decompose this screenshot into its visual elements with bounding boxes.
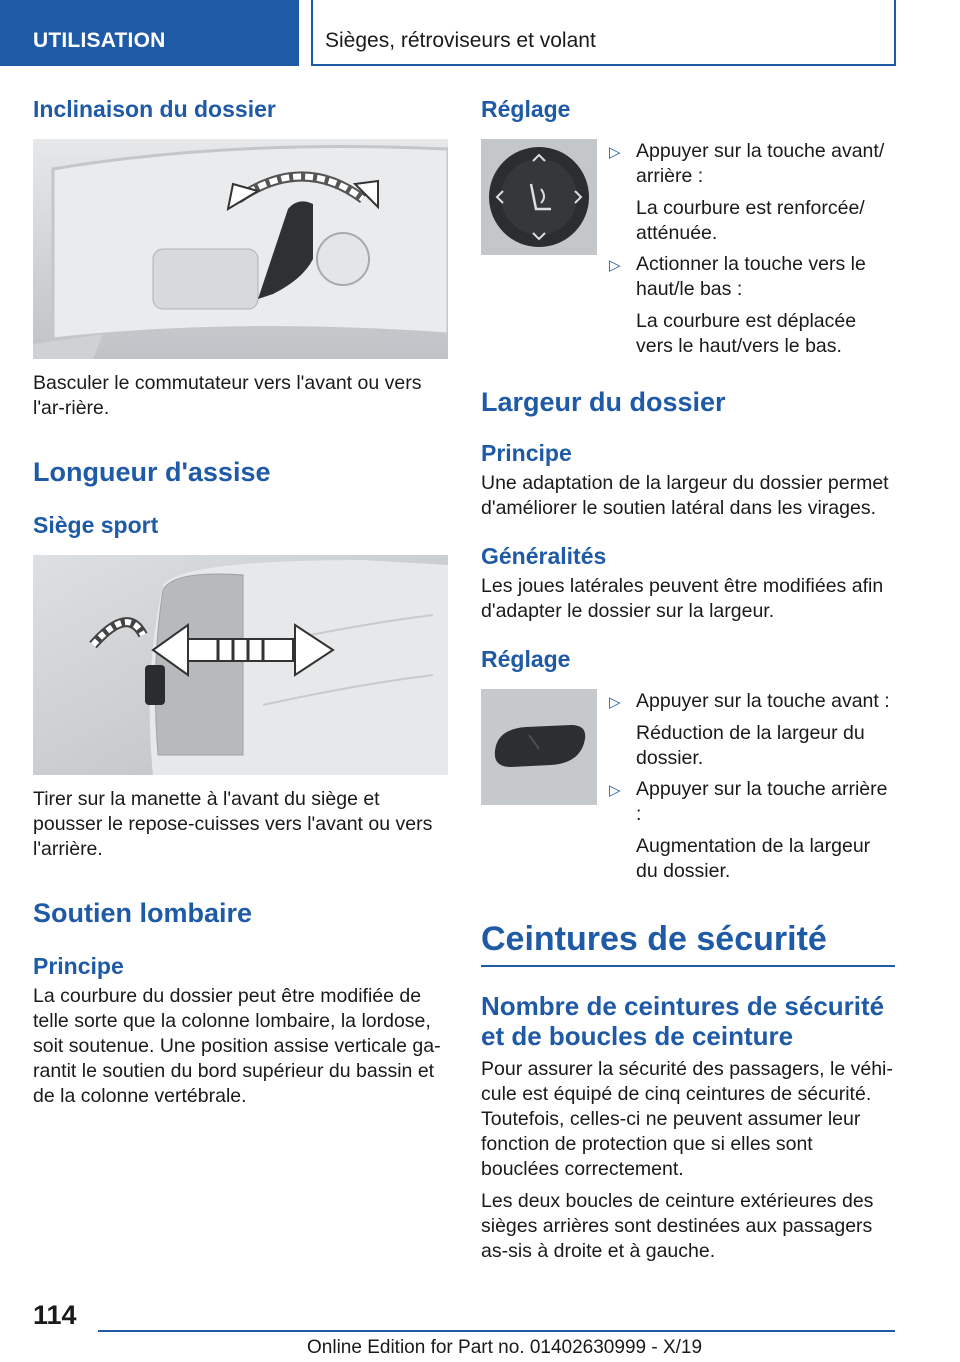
backrest-tilt-illustration xyxy=(33,139,448,359)
step-action: Appuyer sur la touche avant/ arrière : xyxy=(636,140,885,187)
sport-seat-illustration xyxy=(33,555,448,775)
width-control-image xyxy=(481,689,597,805)
width-adjust-block xyxy=(481,689,895,890)
sport-seat-image xyxy=(33,555,448,775)
width-steps xyxy=(609,689,895,890)
section-title: UTILISATION xyxy=(33,29,166,52)
triangle-right-icon: ▷ xyxy=(609,694,621,711)
step-action: Actionner la touche vers le haut/le bas : xyxy=(636,253,866,300)
chapter-tab xyxy=(311,0,896,66)
page-header xyxy=(0,0,960,66)
backrest-tilt-heading: Inclinaison du dossier xyxy=(33,96,276,122)
sport-seat-heading: Siège sport xyxy=(33,512,159,538)
step-action: Appuyer sur la touche avant : xyxy=(636,690,890,712)
chapter-title: Sièges, rétroviseurs et volant xyxy=(325,29,596,52)
list-item xyxy=(609,139,895,246)
footer-divider xyxy=(98,1330,895,1332)
width-principle-heading: Principe xyxy=(481,440,572,466)
list-item xyxy=(609,252,895,359)
lumbar-principle-heading: Principe xyxy=(33,953,124,979)
triangle-right-icon: ▷ xyxy=(609,257,621,274)
section-tab xyxy=(0,0,299,66)
backrest-width-heading: Largeur du dossier xyxy=(481,387,726,417)
lumbar-heading: Soutien lombaire xyxy=(33,898,253,928)
belts-count-heading: Nombre de ceintures de sécurité et de boucles de ceinture xyxy=(481,991,885,1051)
sport-seat-text: Tirer sur la manette à l'avant du siège et pousser le repose-cuisses vers l'avant ou vers l'arrière. xyxy=(33,788,433,860)
width-control-illustration xyxy=(481,689,597,805)
belts-text-1: Pour assurer la sécurité des passagers, le véhi-cule est équipé de cinq ceintures de sécurité. Toutefois, celles-ci ne peuvent assumer leur fonction de protection que si elles sont bouclées correctement. xyxy=(481,1058,893,1180)
lumbar-principle-text: La courbure du dossier peut être modifiée de telle sorte que la colonne lombaire, la lordose, soit soutenue. Une position assise verticale ga-rantit le soutien du bord supérieur du bassin et de la colonne vertébrale. xyxy=(33,985,441,1107)
page-number: 114 xyxy=(33,1300,77,1330)
lumbar-adjust-heading: Réglage xyxy=(481,96,571,122)
backrest-tilt-image xyxy=(33,139,448,359)
lumbar-steps xyxy=(609,139,895,365)
seat-length-heading: Longueur d'assise xyxy=(33,457,271,487)
width-principle-text: Une adaptation de la largeur du dossier permet d'améliorer le soutien latéral dans les virages. xyxy=(481,472,889,519)
list-item xyxy=(609,689,895,771)
width-general-heading: Généralités xyxy=(481,543,607,569)
step-result: La courbure est déplacée vers le haut/vers le bas. xyxy=(636,310,857,357)
step-action: Appuyer sur la touche arrière : xyxy=(636,778,888,825)
triangle-right-icon: ▷ xyxy=(609,782,621,799)
triangle-right-icon: ▷ xyxy=(609,144,621,161)
backrest-tilt-text: Basculer le commutateur vers l'avant ou vers l'ar-rière. xyxy=(33,372,422,419)
lumbar-control-image xyxy=(481,139,597,255)
left-column xyxy=(33,96,448,1109)
step-result: Réduction de la largeur du dossier. xyxy=(636,722,865,769)
step-result: La courbure est renforcée/ atténuée. xyxy=(636,197,865,244)
lumbar-adjust-block xyxy=(481,139,895,365)
belts-text-2: Les deux boucles de ceinture extérieures des sièges arrières sont destinées aux passagers as-sis à droite et à gauche. xyxy=(481,1190,874,1262)
step-result: Augmentation de la largeur du dossier. xyxy=(636,835,871,882)
edition-note: Online Edition for Part no. 01402630999 - X/19 xyxy=(307,1337,703,1358)
right-column xyxy=(481,96,895,1264)
lumbar-control-illustration xyxy=(481,139,597,255)
list-item xyxy=(609,777,895,884)
width-general-text: Les joues latérales peuvent être modifiées afin d'adapter le dossier sur la largeur. xyxy=(481,575,884,622)
width-adjust-heading: Réglage xyxy=(481,646,571,672)
belts-heading: Ceintures de sécurité xyxy=(481,920,895,967)
